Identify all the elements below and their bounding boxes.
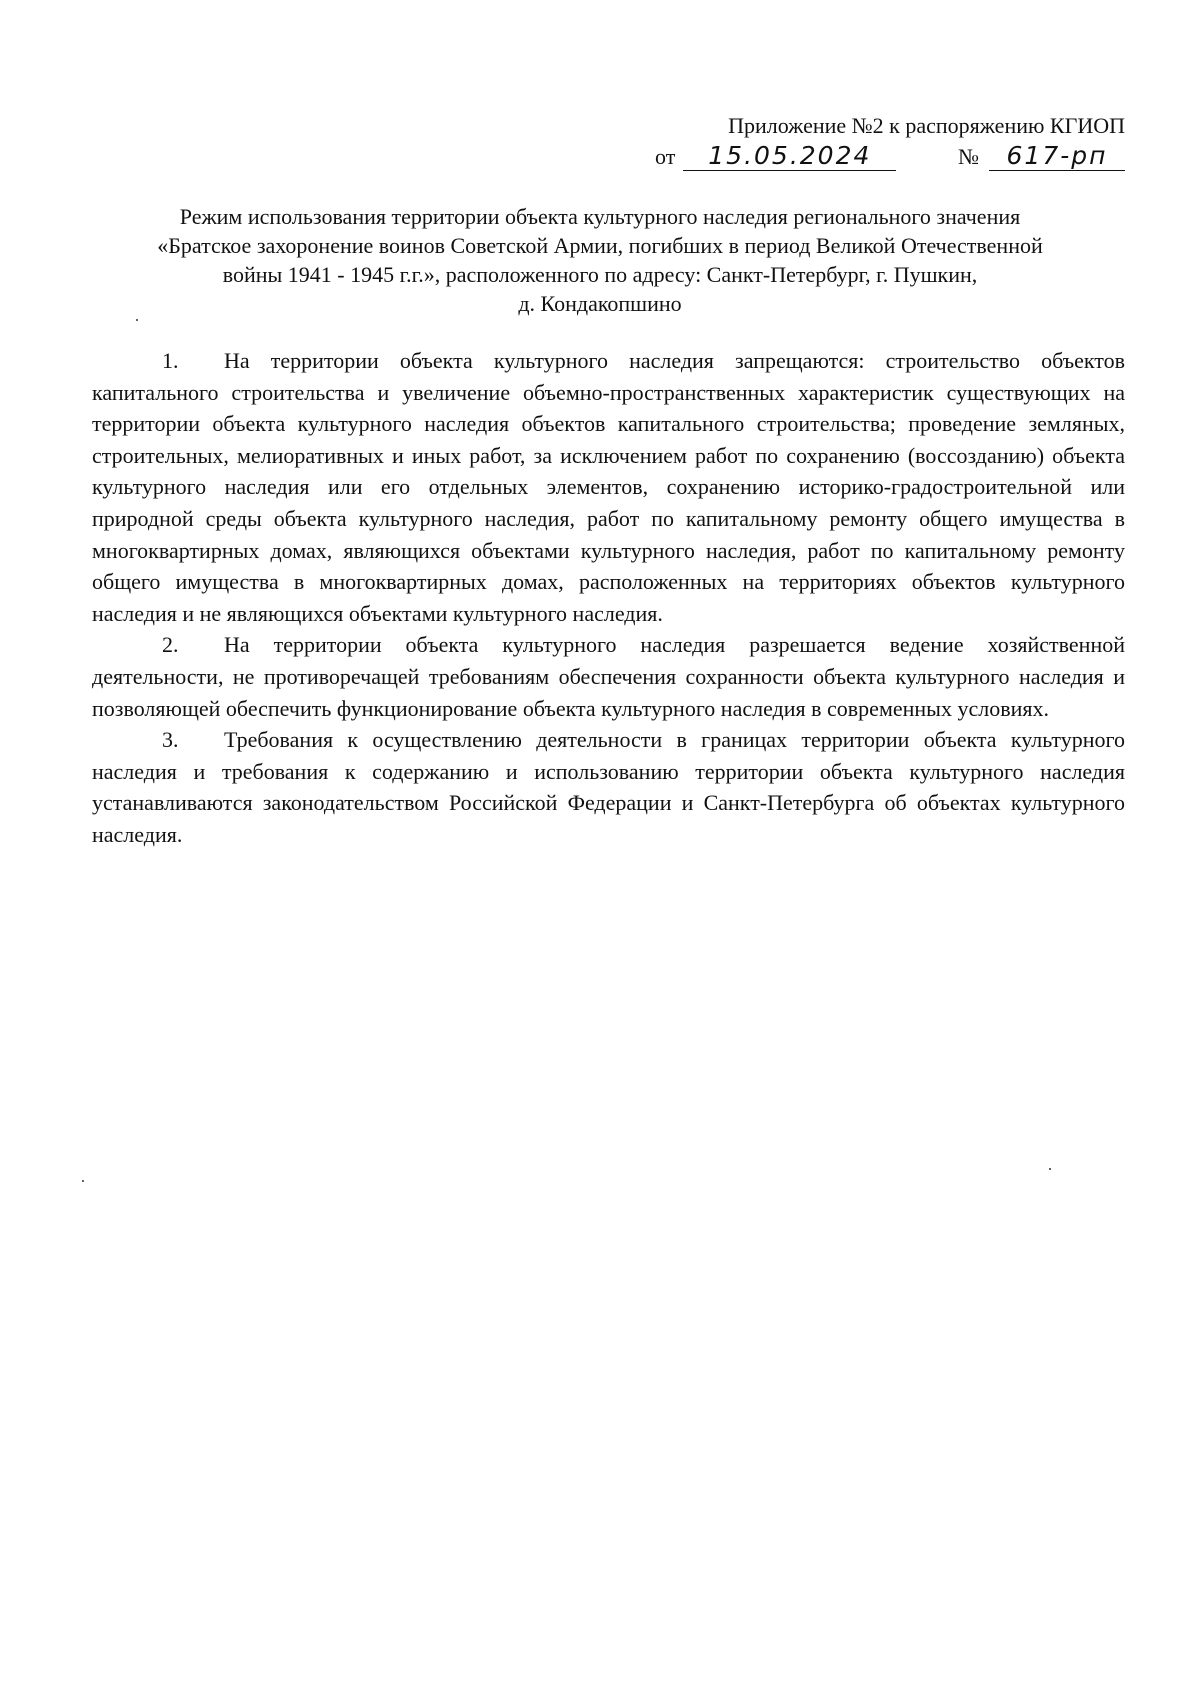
title-line-2: «Братское захоронение воинов Советской Армии, погибших в период Великой Отечественной bbox=[157, 233, 1043, 258]
number-group bbox=[958, 142, 1125, 171]
date-label: от bbox=[655, 144, 676, 169]
paragraph-3 bbox=[92, 724, 1125, 850]
appendix-date-number-line bbox=[655, 142, 1125, 171]
scan-speck bbox=[82, 1180, 84, 1182]
appendix-title: Приложение №2 к распоряжению КГИОП bbox=[728, 113, 1125, 138]
title-line-4: д. Кондакопшино bbox=[518, 291, 682, 316]
handwritten-date: 15.05.2024 bbox=[683, 142, 896, 171]
paragraph-number: 3. bbox=[162, 727, 179, 753]
document-title bbox=[110, 202, 1090, 318]
scan-speck bbox=[136, 319, 138, 321]
paragraph-number: 1. bbox=[162, 348, 179, 373]
date-group bbox=[655, 142, 896, 171]
paragraph-1 bbox=[92, 345, 1125, 629]
handwritten-number: 617-рп bbox=[989, 142, 1125, 171]
paragraph-text: На территории объекта культурного наследия разрешается ведение хозяйственной деятельности, не противоречащей требованиям обеспечения сохранности объекта культурного наследия и позволяющей обеспечить функционирование объекта культурного наследия в современных условиях. bbox=[92, 632, 1125, 721]
appendix-header bbox=[655, 112, 1125, 171]
paragraph-number: 2. bbox=[162, 632, 179, 658]
number-label: № bbox=[958, 144, 979, 169]
paragraph-text: Требования к осуществлению деятельности в границах территории объекта культурного наследия и требования к содержанию и использованию территории объекта культурного наследия устанавливаются законодательством Российской Федерации и Санкт-Петербурга об объектах культурного наследия. bbox=[92, 727, 1125, 847]
title-line-1: Режим использования территории объекта культурного наследия регионального значения bbox=[179, 204, 1021, 229]
scan-speck bbox=[1049, 1168, 1051, 1170]
paragraph-2 bbox=[92, 629, 1125, 724]
document-body bbox=[92, 345, 1125, 851]
paragraph-text: На территории объекта культурного наследия запрещаются: строительство объектов капитального строительства и увеличение объемно-пространственных характеристик существующих на территории объекта культурного наследия объектов капитального строительства; проведение земляных, строительных, мелиоративных и иных работ, за исключением работ по сохранению (воссозданию) объекта культурного наследия или его отдельных элементов, сохранению историко-градостроительной или природной среды объекта культурного наследия, работ по капитальному ремонту общего имущества в многоквартирных домах, являющихся объектами культурного наследия, работ по капитальному ремонту общего имущества в многоквартирных домах, расположенных на территориях объектов культурного наследия и не являющихся объектами культурного наследия. bbox=[92, 348, 1125, 626]
title-line-3: войны 1941 - 1945 г.г.», расположенного по адресу: Санкт-Петербург, г. Пушкин, bbox=[222, 262, 978, 287]
